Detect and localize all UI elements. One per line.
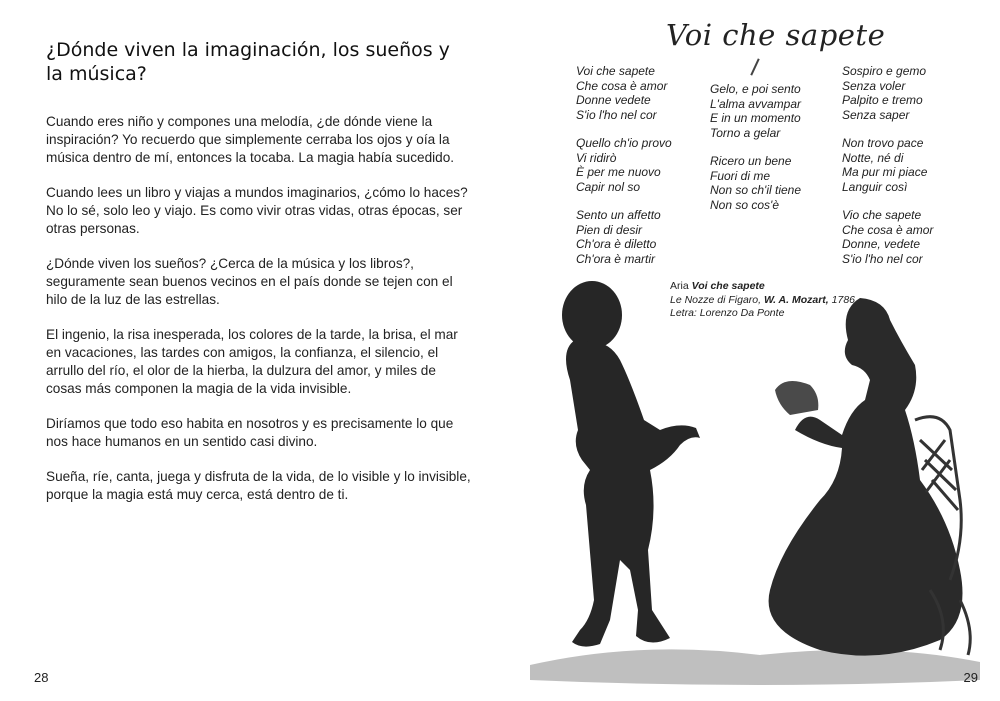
lyric-line: Capir nol so [576,179,641,194]
lyric-line: Fuori di me [710,168,771,183]
body-text [46,113,472,521]
lyric-line: Senza saper [842,107,910,122]
credit-line-2 [670,294,855,308]
lyric-line: Senza voler [842,78,906,93]
stanza [576,208,672,266]
lyric-line: Languir così [842,179,908,194]
credit-line-1 [670,280,855,294]
lyric-line: Ch'ora è martir [576,251,655,266]
year: 1786 [831,293,855,306]
lyric-line: E in un momento [710,111,801,125]
page-number: 28 [34,670,49,685]
lyric-line: Che cosa è amor [842,222,934,237]
stanza [842,64,933,122]
silhouette-illustration [520,270,990,690]
lyric-line: Quello ch'io provo [576,136,672,150]
lyricist: Letra: Lorenzo Da Ponte [670,307,785,319]
lyric-line: Gelo, e poi sento [710,82,801,96]
paragraph: El ingenio, la risa inesperada, los colores de la tarde, la brisa, el mar en vacaciones, las tardes con amigos, la confianza, el silencio, el arrullo del río, el olor de la hierba, la dulzura del amor, y miles de cosas más componen la magia de la vida invisible. [46,327,458,396]
poem-title [666,18,885,52]
paragraph: Diríamos que todo eso habita en nosotros y es precisamente lo que nos hace humanos en un sentido casi divino. [46,416,454,449]
ground-shadow [530,649,980,685]
lyric-line: Sospiro e gemo [842,64,927,78]
stanza [710,82,801,140]
lyric-line: Ricero un bene [710,154,792,168]
lyric-line: Pien di desir [576,222,643,237]
lyric-line: L'alma avvampar [710,96,801,111]
lyric-line: Donne, vedete [842,237,921,251]
lyric-line: Vio che sapete [842,208,922,222]
lyric-line: S'io l'ho nel cor [576,107,657,122]
lyrics-column-3 [842,64,933,280]
right-page [500,0,1000,701]
stanza [842,208,933,266]
lyric-line: S'io l'ho nel cor [842,251,923,266]
poem-title-text: Voi che sapete [666,18,886,52]
stanza [576,136,672,194]
paragraph: Sueña, ríe, canta, juega y disfruta de la vida, de lo visible y lo invisible, porque la magia está muy cerca, está dentro de ti. [46,469,471,502]
lyric-line: Ma pur mi piace [842,165,928,179]
stanza [710,154,801,212]
paragraph: Cuando lees un libro y viajas a mundos imaginarios, ¿cómo lo haces? No lo sé, solo leo y viajo. Es como vivir otras vidas, otras épocas, ser otras personas. [46,185,468,236]
lyric-line: Non so cos'è [710,197,779,212]
lyric-line: Sento un affetto [576,208,661,222]
composer-name: W. A. Mozart, [763,293,829,306]
lyrics-column-2 [710,82,801,226]
lyric-line: Che cosa è amor [576,78,668,93]
fan-shape [775,381,818,415]
man-silhouette [562,281,700,647]
stanza [842,136,933,194]
woman-silhouette [769,298,963,656]
lyric-line: Voi che sapete [576,64,655,78]
lyric-line: È per me nuovo [576,165,661,179]
opera-name: Le Nozze di Figaro, [670,293,762,306]
paragraph: Cuando eres niño y compones una melodía, ¿de dónde viene la inspiración? Yo recuerdo que simplemente cerraba los ojos y oía la música dentro de mí, entonces la tocaba. La magia había sucedido. [46,114,455,165]
lyric-line: Non trovo pace [842,136,924,150]
paragraph: ¿Dónde viven los sueños? ¿Cerca de la música y los libros?, seguramente sean buenos vecinos en el país donde se tejen con el hilo de la luz de las estrellas. [46,256,453,307]
aria-credit [670,280,855,321]
lyric-line: Non so ch'il tiene [710,183,802,197]
lyric-line: Torno a gelar [710,125,781,140]
aria-title: Voi che sapete [691,280,765,292]
lyric-line: Vi ridirò [576,150,617,165]
lyric-line: Donne vedete [576,93,651,107]
page-title: ¿Dónde viven la imaginación, los sueños y la música? [46,39,450,85]
lyrics-column-1 [576,64,672,280]
credit-line-3 [670,307,855,321]
lyric-line: Ch'ora è diletto [576,237,657,251]
title-flourish [750,58,759,75]
stanza [576,64,672,122]
lyric-line: Notte, né di [842,150,904,165]
page-number: 29 [963,670,978,685]
aria-prefix: Aria [670,280,689,292]
lyric-line: Palpito e tremo [842,93,923,107]
